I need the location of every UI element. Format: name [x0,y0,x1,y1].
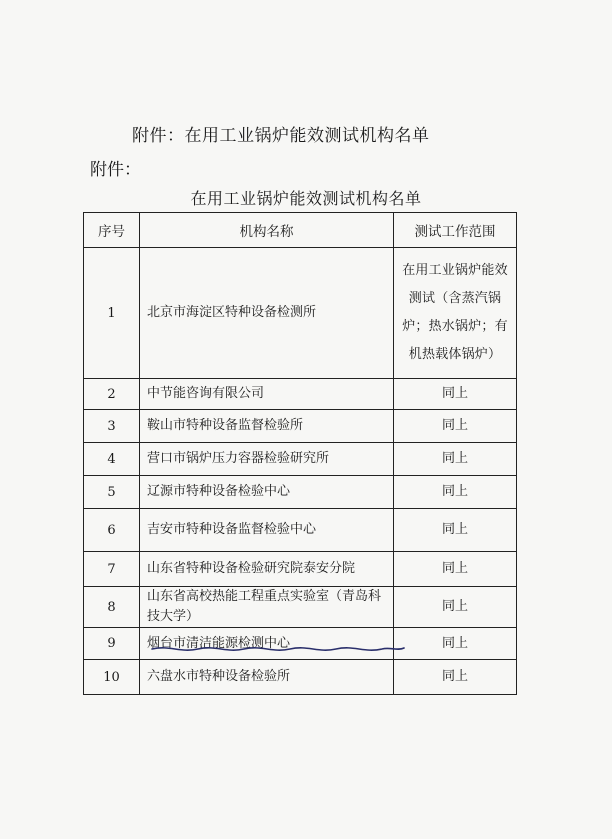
row-scope: 同上 [394,379,517,410]
table-row [84,379,517,410]
table-row [84,587,517,628]
table-row [84,660,517,695]
attachment-heading: 附件：在用工业锅炉能效测试机构名单 [132,126,430,146]
row-name: 山东省特种设备检验研究院泰安分院 [140,552,394,587]
row-name: 山东省高校热能工程重点实验室（青岛科技大学） [140,587,394,628]
document-title: 在用工业锅炉能效测试机构名单 [190,189,422,208]
table-row [84,443,517,476]
row-scope: 同上 [394,476,517,509]
attachment-label: 附件： [90,160,141,180]
header-seq: 序号 [84,213,140,248]
row-seq: 6 [84,509,140,552]
row-scope: 同上 [394,443,517,476]
row-name: 鞍山市特种设备监督检验所 [140,410,394,443]
row-seq: 4 [84,443,140,476]
organization-table [83,212,517,695]
row-scope: 同上 [394,660,517,695]
row-seq: 5 [84,476,140,509]
header-name: 机构名称 [140,213,394,248]
table-row [84,476,517,509]
row-scope: 同上 [394,552,517,587]
table-row [84,509,517,552]
row-name: 北京市海淀区特种设备检测所 [140,248,394,379]
table-row [84,248,517,379]
row-seq: 9 [84,628,140,660]
row-name: 吉安市特种设备监督检验中心 [140,509,394,552]
row-seq: 3 [84,410,140,443]
row-scope: 同上 [394,628,517,660]
table-row [84,410,517,443]
row-scope: 同上 [394,509,517,552]
row-seq: 10 [84,660,140,695]
row-name: 烟台市清洁能源检测中心 [140,628,394,660]
row-name: 营口市锅炉压力容器检验研究所 [140,443,394,476]
table-header-row [84,213,517,248]
row-scope: 同上 [394,587,517,628]
header-scope: 测试工作范围 [394,213,517,248]
table-row [84,552,517,587]
row-scope: 同上 [394,410,517,443]
row-name: 六盘水市特种设备检验所 [140,660,394,695]
row-scope: 在用工业锅炉能效测试（含蒸汽锅炉；热水锅炉；有机热载体锅炉） [394,248,517,379]
row-seq: 7 [84,552,140,587]
row-seq: 2 [84,379,140,410]
row-seq: 8 [84,587,140,628]
table-row [84,628,517,660]
row-name: 辽源市特种设备检验中心 [140,476,394,509]
row-seq: 1 [84,248,140,379]
row-name: 中节能咨询有限公司 [140,379,394,410]
